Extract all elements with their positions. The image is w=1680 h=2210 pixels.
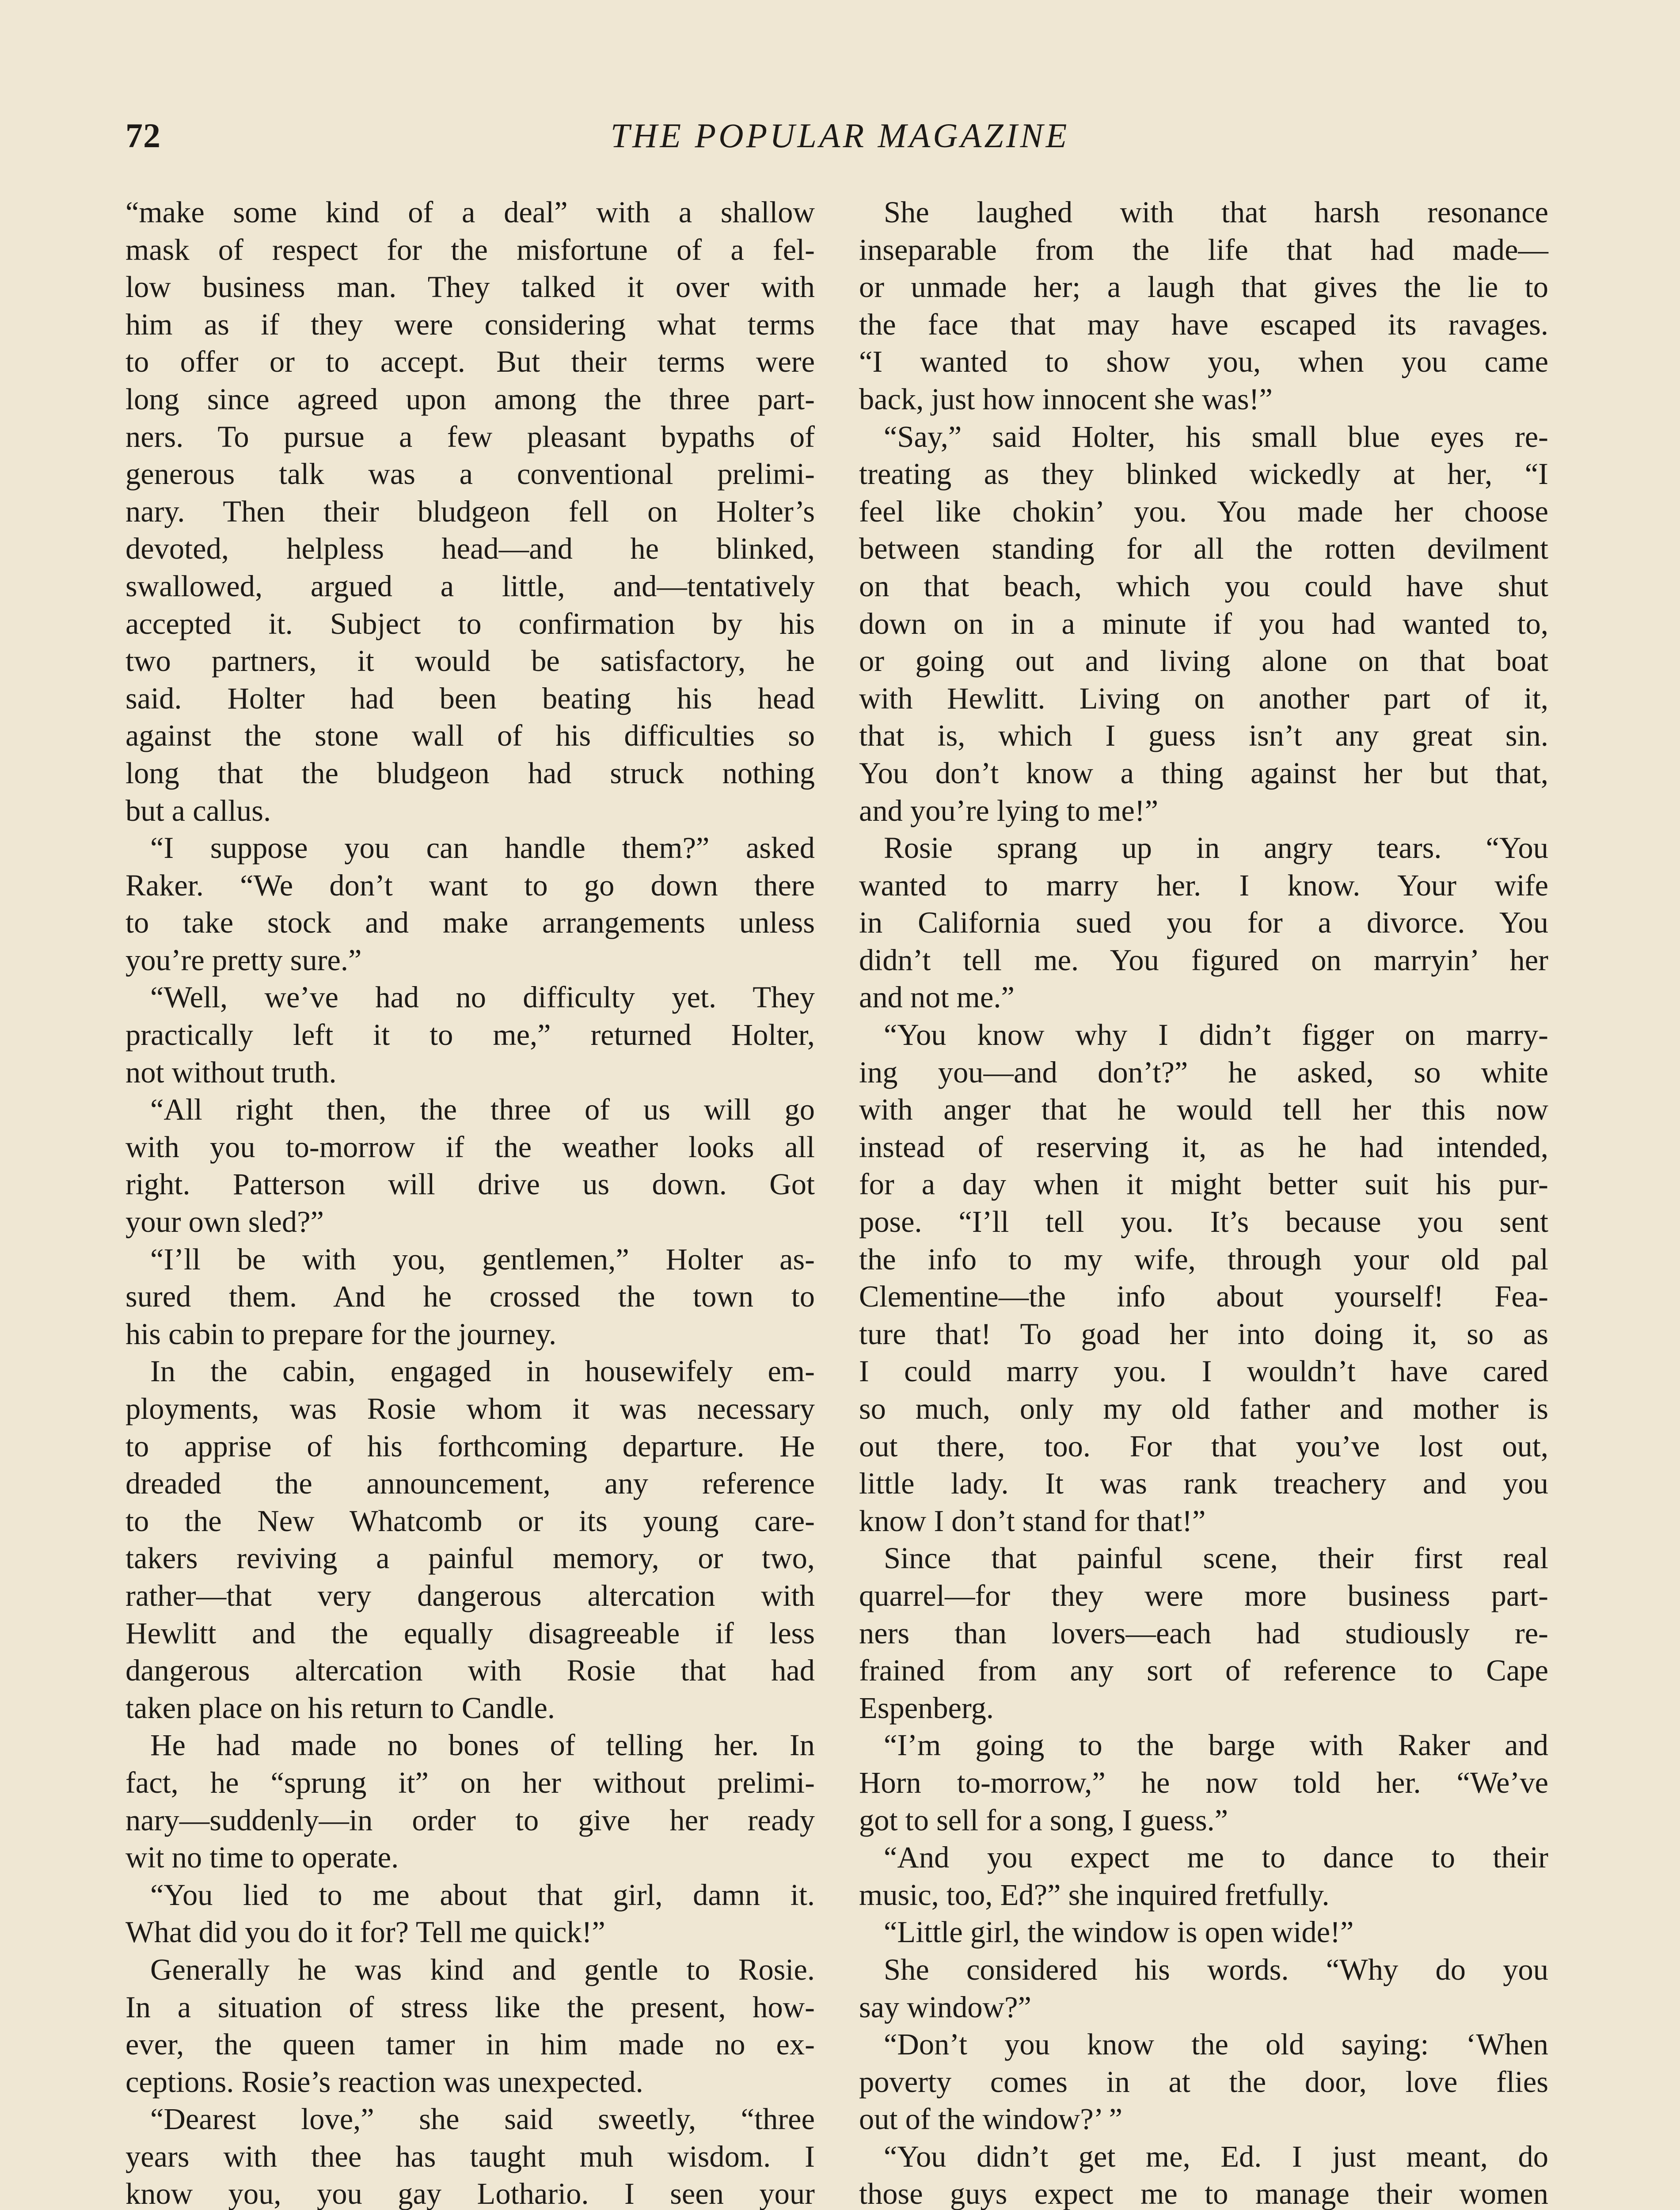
- text-line: Generally he was kind and gentle to Rosie.: [150, 1952, 815, 1986]
- text-line: long since agreed upon among the three part-: [125, 382, 815, 416]
- text-line: Hewlitt and the equally disagreeable if less: [125, 1616, 815, 1650]
- text-line: got to sell for a song, I guess.”: [859, 1803, 1228, 1837]
- text-line: ployments, was Rosie whom it was necessary: [125, 1392, 815, 1425]
- text-line: takers reviving a painful memory, or two,: [125, 1541, 815, 1575]
- text-line: ners than lovers—each had studiously re-: [859, 1616, 1548, 1650]
- text-line: and not me.”: [859, 980, 1015, 1014]
- text-line: accepted it. Subject to confirmation by his: [125, 606, 815, 640]
- text-line: taken place on his return to Candle.: [125, 1691, 555, 1725]
- text-line: the info to my wife, through your old pal: [859, 1242, 1548, 1276]
- text-line: rather—that very dangerous altercation with: [125, 1578, 815, 1612]
- text-line: sured them. And he crossed the town to: [125, 1280, 815, 1314]
- text-line: “Don’t you know the old saying: ‘When: [884, 2027, 1548, 2061]
- text-line: didn’t tell me. You figured on marryin’ her: [859, 943, 1548, 977]
- text-line: pose. “I’ll tell you. It’s because you sent: [859, 1205, 1548, 1239]
- text-line: dreaded the announcement, any reference: [125, 1467, 815, 1501]
- text-line: In the cabin, engaged in housewifely em-: [150, 1354, 815, 1388]
- text-line: to apprise of his forthcoming departure. He: [125, 1429, 815, 1463]
- text-line: back, just how innocent she was!”: [859, 382, 1273, 416]
- text-line: “I’m going to the barge with Raker and: [884, 1728, 1548, 1762]
- text-line: two partners, it would be satisfactory, he: [125, 644, 815, 678]
- text-line: In a situation of stress like the present, how-: [125, 1990, 815, 2024]
- left-column: [125, 194, 815, 2210]
- text-line: fact, he “sprung it” on her without prelimi-: [125, 1765, 815, 1799]
- text-line: you’re pretty sure.”: [125, 943, 362, 977]
- text-line: She laughed with that harsh resonance: [884, 195, 1548, 229]
- text-line: out of the window?’ ”: [859, 2102, 1123, 2136]
- text-line: between standing for all the rotten devilment: [859, 532, 1548, 566]
- text-line: low business man. They talked it over with: [125, 270, 815, 304]
- text-line: “I suppose you can handle them?” asked: [150, 831, 815, 865]
- text-line: ners. To pursue a few pleasant bypaths of: [125, 419, 815, 453]
- text-line: quarrel—for they were more business part-: [859, 1578, 1548, 1612]
- text-line: ture that! To goad her into doing it, so as: [859, 1317, 1548, 1351]
- text-line: know you, you gay Lothario. I seen your: [125, 2177, 815, 2210]
- text-line: “Say,” said Holter, his small blue eyes re-: [884, 419, 1548, 453]
- text-line: but a callus.: [125, 793, 271, 827]
- text-line: to offer or to accept. But their terms were: [125, 345, 815, 379]
- text-line: with anger that he would tell her this now: [859, 1093, 1548, 1127]
- text-line: Raker. “We don’t want to go down there: [125, 868, 815, 902]
- text-line: ever, the queen tamer in him made no ex-: [125, 2027, 815, 2061]
- text-line: generous talk was a conventional prelimi-: [125, 457, 815, 491]
- text-line: Espenberg.: [859, 1691, 994, 1725]
- text-line: for a day when it might better suit his pur-: [859, 1167, 1548, 1201]
- text-line: What did you do it for? Tell me quick!”: [125, 1915, 605, 1949]
- text-line: instead of reserving it, as he had intended,: [859, 1130, 1548, 1164]
- text-line: out there, too. For that you’ve lost out,: [859, 1429, 1548, 1463]
- text-line: poverty comes in at the door, love flies: [859, 2065, 1548, 2099]
- text-line: little lady. It was rank treachery and you: [859, 1467, 1548, 1501]
- text-line: to the New Whatcomb or its young care-: [125, 1504, 815, 1538]
- text-line: practically left it to me,” returned Holter,: [125, 1018, 815, 1052]
- text-line: I could marry you. I wouldn’t have cared: [859, 1354, 1548, 1388]
- text-line: swallowed, argued a little, and—tentatively: [125, 569, 815, 603]
- text-line: “I wanted to show you, when you came: [859, 345, 1548, 379]
- text-line: treating as they blinked wickedly at her, “I: [859, 457, 1548, 491]
- text-line: devoted, helpless head—and he blinked,: [125, 532, 815, 566]
- text-line: ing you—and don’t?” he asked, so white: [859, 1055, 1548, 1089]
- text-line: with Hewlitt. Living on another part of it,: [859, 681, 1548, 715]
- text-line: “And you expect me to dance to their: [884, 1840, 1548, 1875]
- text-line: “Well, we’ve had no difficulty yet. They: [150, 980, 815, 1014]
- text-line: his cabin to prepare for the journey.: [125, 1317, 557, 1351]
- text-line: say window?”: [859, 1990, 1031, 2024]
- text-line: him as if they were considering what terms: [125, 307, 815, 341]
- text-line: frained from any sort of reference to Cape: [859, 1654, 1548, 1688]
- text-line: “All right then, the three of us will go: [150, 1093, 815, 1127]
- text-line: and you’re lying to me!”: [859, 793, 1159, 827]
- text-line: wit no time to operate.: [125, 1840, 399, 1875]
- text-line: “make some kind of a deal” with a shallow: [125, 195, 815, 229]
- text-line: or unmade her; a laugh that gives the lie to: [859, 270, 1548, 304]
- text-line: “Little girl, the window is open wide!”: [884, 1915, 1354, 1949]
- text-line: nary. Then their bludgeon fell on Holter’s: [125, 494, 815, 528]
- running-head: THE POPULAR MAGAZINE: [610, 116, 1070, 155]
- text-line: He had made no bones of telling her. In: [150, 1728, 815, 1762]
- text-line: the face that may have escaped its ravages.: [859, 307, 1548, 341]
- text-line: “You know why I didn’t figger on marry-: [884, 1018, 1548, 1052]
- page-number: 72: [125, 116, 161, 155]
- text-line: know I don’t stand for that!”: [859, 1504, 1206, 1538]
- text-line: Rosie sprang up in angry tears. “You: [884, 831, 1548, 865]
- text-line: right. Patterson will drive us down. Got: [125, 1167, 815, 1201]
- text-line: against the stone wall of his difficulties so: [125, 719, 815, 753]
- text-line: feel like chokin’ you. You made her choose: [859, 494, 1548, 528]
- text-line: “You didn’t get me, Ed. I just meant, do: [884, 2139, 1548, 2173]
- text-line: on that beach, which you could have shut: [859, 569, 1548, 603]
- text-line: music, too, Ed?” she inquired fretfully.: [859, 1878, 1330, 1912]
- text-line: She considered his words. “Why do you: [884, 1952, 1548, 1986]
- text-line: your own sled?”: [125, 1205, 324, 1239]
- text-line: that is, which I guess isn’t any great sin.: [859, 719, 1548, 753]
- text-line: those guys expect me to manage their women: [859, 2177, 1548, 2210]
- text-line: dangerous altercation with Rosie that had: [125, 1654, 815, 1688]
- text-line: Clementine—the info about yourself! Fea-: [859, 1280, 1548, 1314]
- text-line: wanted to marry her. I know. Your wife: [859, 868, 1548, 902]
- text-line: “Dearest love,” she said sweetly, “three: [150, 2102, 815, 2136]
- text-line: inseparable from the life that had made—: [859, 232, 1548, 267]
- text-line: You don’t know a thing against her but that,: [859, 756, 1548, 790]
- text-line: said. Holter had been beating his head: [125, 681, 815, 715]
- text-line: with you to-morrow if the weather looks all: [125, 1130, 815, 1164]
- text-line: long that the bludgeon had struck nothing: [125, 756, 815, 790]
- text-line: to take stock and make arrangements unless: [125, 906, 815, 940]
- text-line: Since that painful scene, their first real: [884, 1541, 1548, 1575]
- text-line: Horn to-morrow,” he now told her. “We’ve: [859, 1765, 1548, 1799]
- text-line: years with thee has taught muh wisdom. I: [125, 2139, 815, 2173]
- text-line: “I’ll be with you, gentlemen,” Holter as-: [150, 1242, 815, 1276]
- text-line: in California sued you for a divorce. You: [859, 906, 1548, 940]
- text-line: so much, only my old father and mother is: [859, 1392, 1548, 1425]
- right-column: [859, 194, 1548, 2210]
- text-line: down on in a minute if you had wanted to,: [859, 606, 1548, 640]
- text-line: or going out and living alone on that boat: [859, 644, 1548, 678]
- text-line: nary—suddenly—in order to give her ready: [125, 1803, 815, 1837]
- text-line: mask of respect for the misfortune of a fel-: [125, 232, 815, 267]
- text-line: “You lied to me about that girl, damn it.: [150, 1878, 815, 1912]
- text-line: ceptions. Rosie’s reaction was unexpected.: [125, 2065, 643, 2099]
- text-line: not without truth.: [125, 1055, 337, 1089]
